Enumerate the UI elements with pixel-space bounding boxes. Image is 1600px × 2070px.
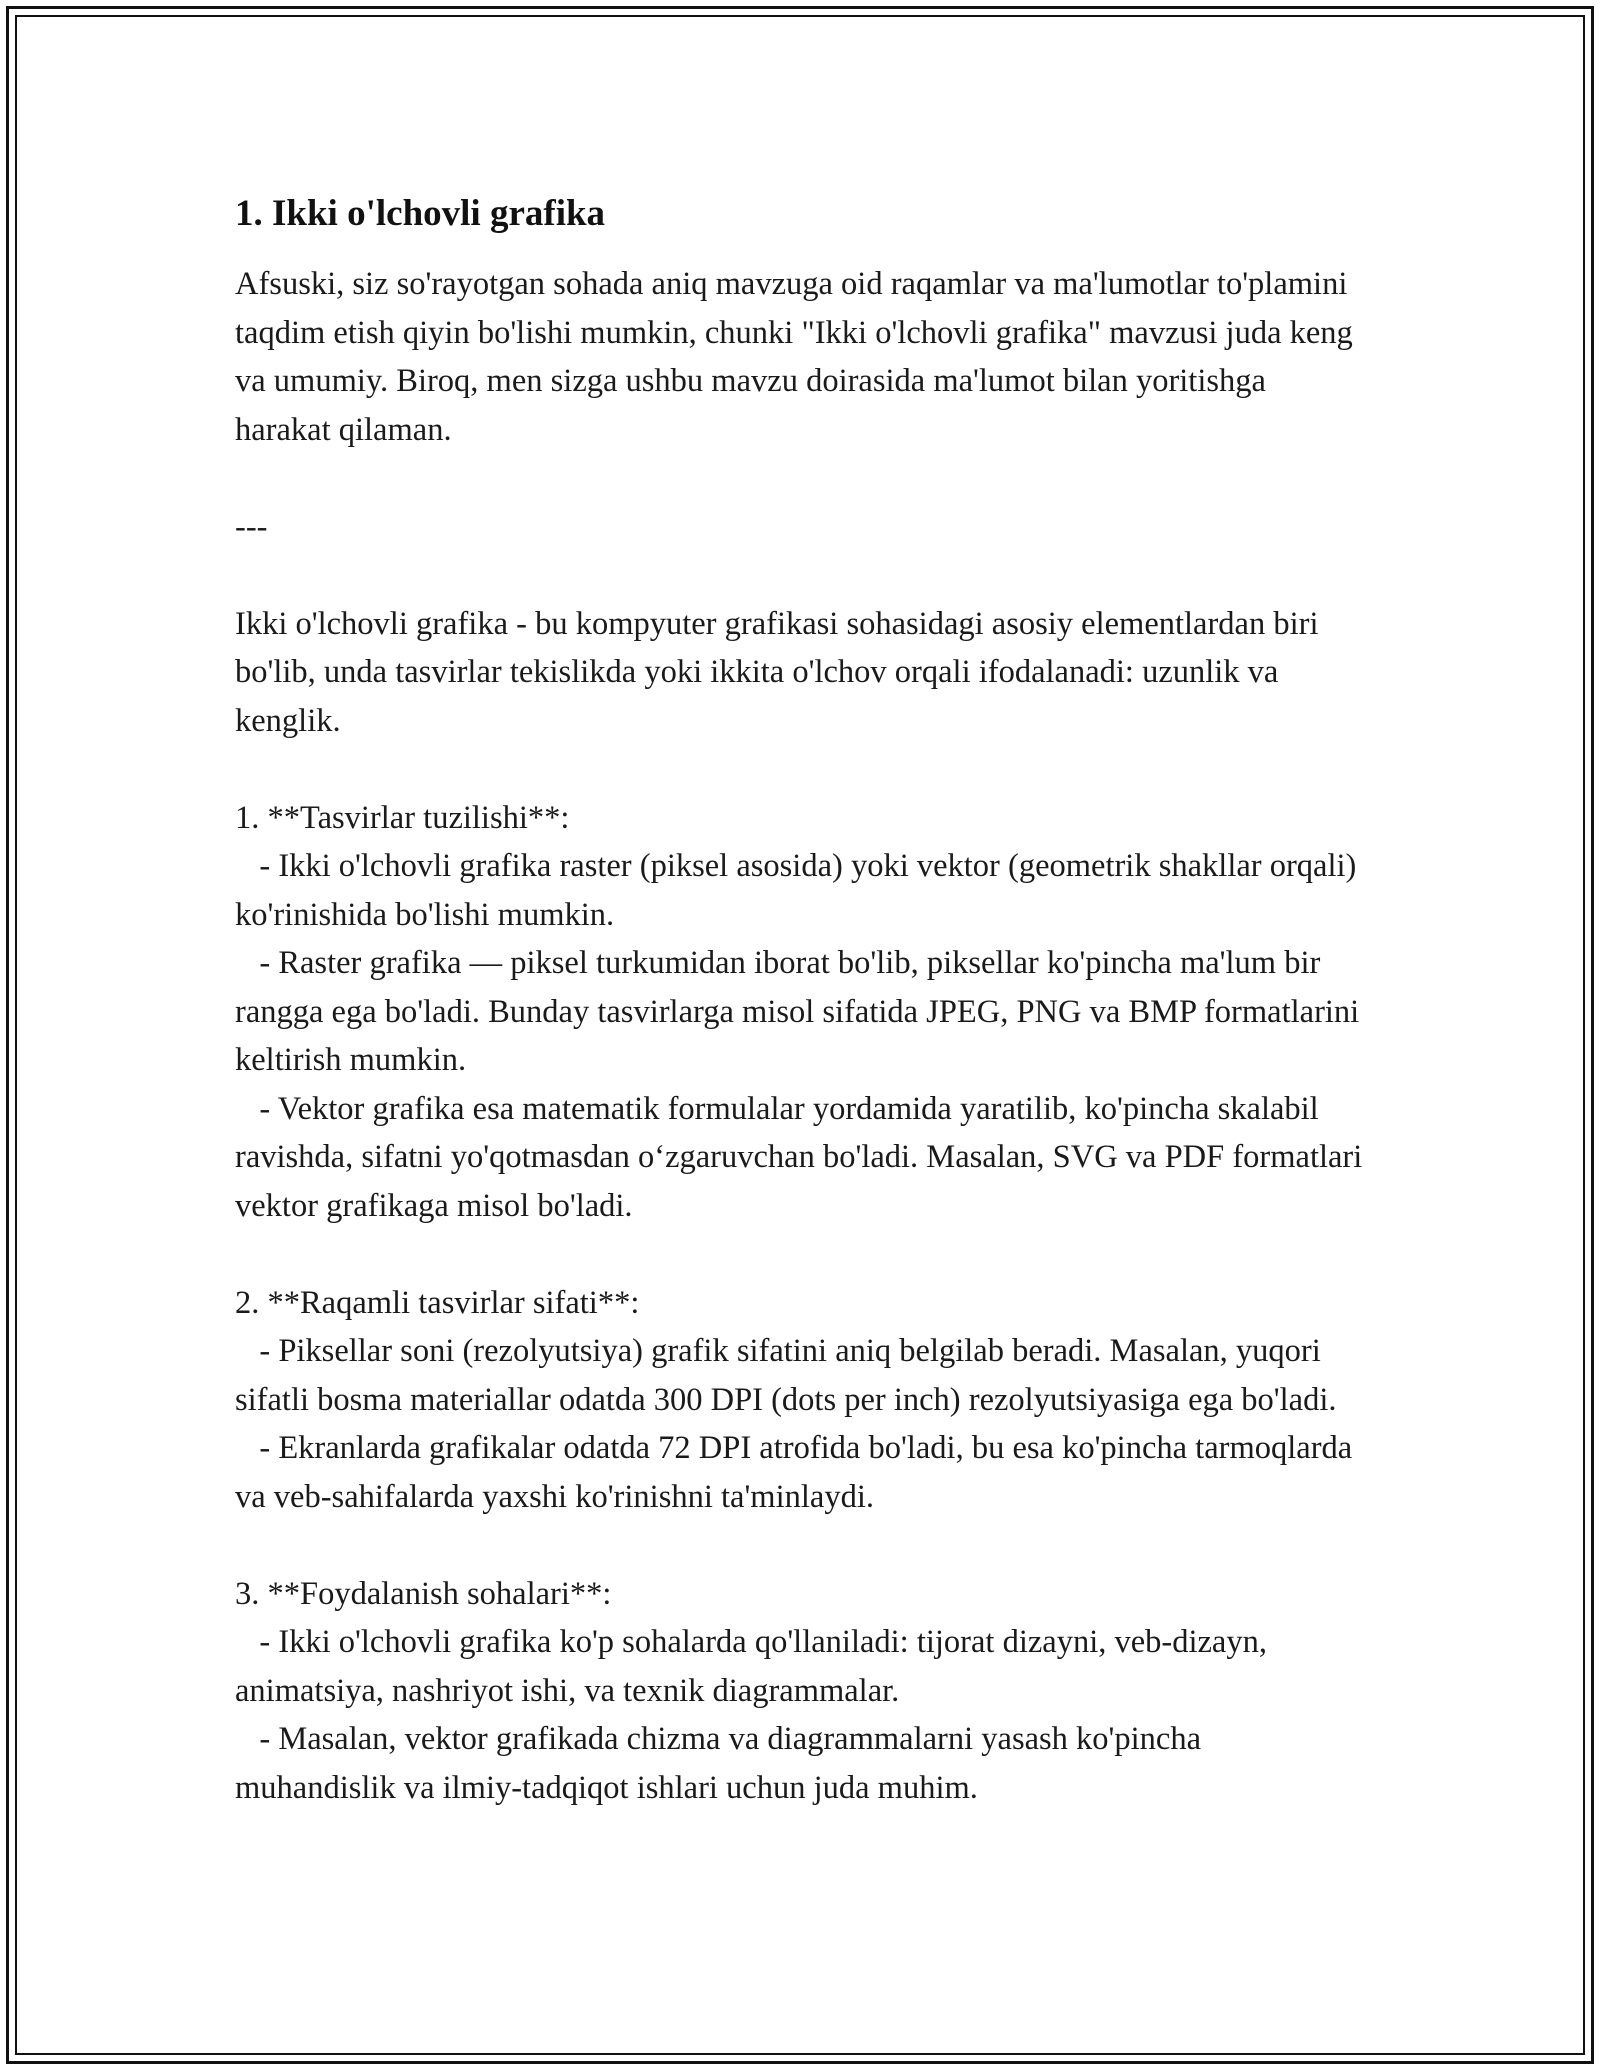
section-heading: 2. **Raqamli tasvirlar sifati**: bbox=[235, 1284, 640, 1321]
list-item: - Ekranlarda grafikalar odatda 72 DPI atrofida bo'ladi, bu esa ko'pincha tarmoqlarda va veb-sahifalarda yaxshi ko'rinishni ta'minlaydi. bbox=[235, 1430, 1353, 1515]
section-images-structure bbox=[235, 794, 1365, 1231]
spacer bbox=[235, 1230, 1365, 1279]
document-title: 1. Ikki o'lchovli grafika bbox=[235, 193, 606, 234]
spacer bbox=[235, 551, 1365, 600]
spacer bbox=[235, 1521, 1365, 1570]
spacer bbox=[235, 745, 1365, 794]
list-item: - Vektor grafika esa matematik formulalar yordamida yaratilib, ko'pincha skalabil ravishda, sifatni yo'qotmasdan o‘zgaruvchan bo'ladi. Masalan, SVG va PDF formatlari vektor grafikaga misol bo'ladi. bbox=[235, 1090, 1363, 1224]
definition-paragraph: Ikki o'lchovli grafika - bu kompyuter grafikasi sohasidagi asosiy elementlardan biri bo'lib, unda tasvirlar tekislikda yoki ikkita o'lchov orqali ifodalanadi: uzunlik va kenglik. bbox=[235, 605, 1319, 739]
intro-paragraph: Afsuski, siz so'rayotgan sohada aniq mavzuga oid raqamlar va ma'lumotlar to'plamini taqdim etish qiyin bo'lishi mumkin, chunki "Ikki o'lchovli grafika" mavzusi juda keng va umumiy. Biroq, men sizga ushbu mavzu doirasida ma'lumot bilan yoritishga harakat qilaman. bbox=[235, 266, 1353, 448]
section-usage-areas bbox=[235, 1570, 1365, 1813]
spacer bbox=[235, 454, 1365, 503]
list-item: - Ikki o'lchovli grafika ko'p sohalarda qo'llaniladi: tijorat dizayni, veb-dizayn, animatsiya, nashriyot ishi, va texnik diagrammalar. bbox=[235, 1624, 1267, 1709]
list-item: - Piksellar soni (rezolyutsiya) grafik sifatini aniq belgilab beradi. Masalan, yuqori sifatli bosma materiallar odatda 300 DPI (dots per inch) rezolyutsiyasiga ega bo'ladi. bbox=[235, 1333, 1337, 1418]
section-heading: 1. **Tasvirlar tuzilishi**: bbox=[235, 799, 570, 836]
list-item: - Raster grafika — piksel turkumidan iborat bo'lib, piksellar ko'pincha ma'lum bir rangga ega bo'ladi. Bunday tasvirlarga misol sifatida JPEG, PNG va BMP formatlarini keltirish mumkin. bbox=[235, 945, 1360, 1078]
list-item: - Ikki o'lchovli grafika raster (piksel asosida) yoki vektor (geometrik shakllar orqali) ko'rinishida bo'lishi mumkin. bbox=[235, 848, 1357, 933]
separator-line: --- bbox=[235, 508, 268, 545]
list-item: - Masalan, vektor grafikada chizma va diagrammalarni yasash ko'pincha muhandislik va ilmiy-tadqiqot ishlari uchun juda muhim. bbox=[235, 1721, 1202, 1806]
document-body bbox=[235, 190, 1365, 1812]
section-digital-quality bbox=[235, 1279, 1365, 1522]
section-heading: 3. **Foydalanish sohalari**: bbox=[235, 1575, 612, 1612]
